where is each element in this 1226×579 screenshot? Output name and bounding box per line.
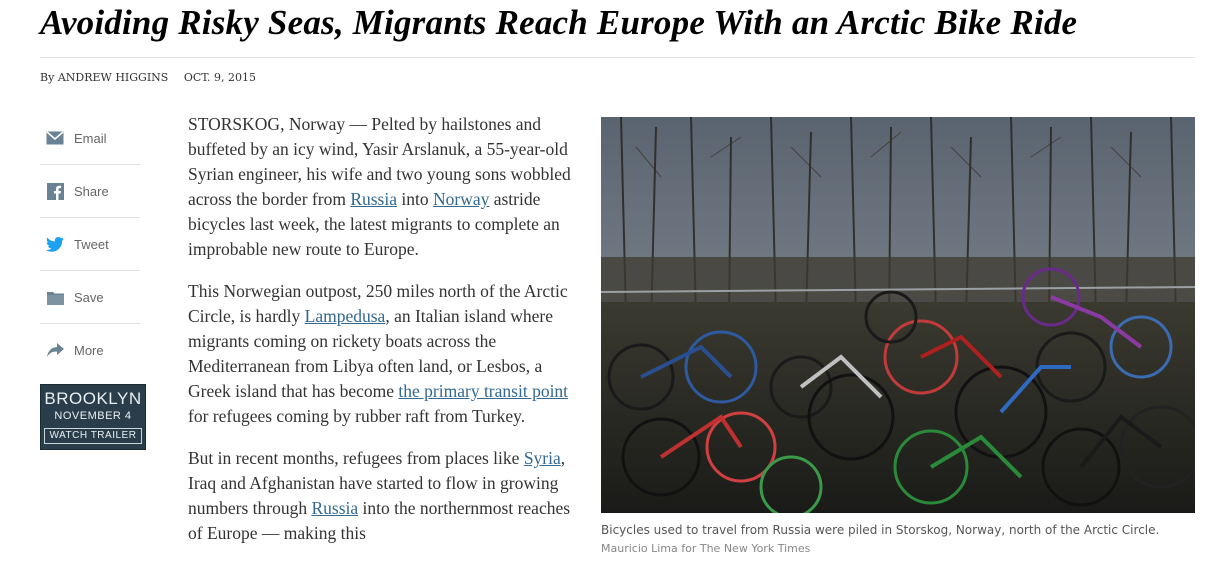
text-segment: for refugees coming by rubber raft from Turkey. — [188, 406, 526, 426]
text-segment: into — [397, 189, 433, 209]
paragraph-1 — [188, 112, 580, 262]
publish-date: OCT. 9, 2015 — [183, 71, 256, 84]
headline-divider — [40, 57, 1195, 58]
author-name[interactable]: ANDREW HIGGINS — [57, 71, 169, 84]
text-segment: But in recent months, refugees from places like — [188, 448, 524, 468]
brooklyn-trailer-ad[interactable] — [40, 384, 146, 450]
link-russia-2[interactable]: Russia — [311, 498, 359, 518]
tweet-label: Tweet — [74, 236, 109, 252]
text-segment: into the northernmost reaches of Europe — making this — [188, 498, 571, 543]
ad-date: NOVEMBER 4 — [54, 410, 132, 422]
article-headline: Avoiding Risky Seas, Migrants Reach Europe With an Arctic Bike Ride — [40, 3, 1078, 42]
more-share-button[interactable] — [40, 324, 140, 376]
article-body — [188, 112, 580, 579]
save-button[interactable] — [40, 271, 140, 324]
email-share-button[interactable] — [40, 112, 140, 165]
text-segment: STORSKOG, Norway — Pelted by hailstones and buffeted by an icy wind, Yasir Arslanuk, a 55-year-old Syrian engineer, his wife and two young sons wobbled across the border from — [188, 114, 571, 209]
article-photo[interactable] — [601, 117, 1195, 513]
share-tools — [40, 112, 140, 376]
byline — [40, 71, 256, 84]
photo-credit: Mauricio Lima for The New York Times — [601, 542, 811, 555]
text-segment: This Norwegian outpost, 250 miles north of the Arctic Circle, is hardly — [188, 281, 568, 326]
paragraph-2 — [188, 279, 580, 429]
link-norway[interactable]: Norway — [432, 189, 490, 209]
watch-trailer-button[interactable]: WATCH TRAILER — [44, 428, 142, 444]
photo-caption — [601, 522, 1201, 557]
link-primary-transit-point[interactable]: the primary transit point — [398, 381, 569, 401]
folder-icon — [46, 288, 64, 306]
facebook-icon — [46, 182, 64, 200]
link-russia[interactable]: Russia — [350, 189, 397, 209]
text-segment: , Iraq and Afghanistan have started to flow in growing numbers through — [188, 448, 566, 518]
email-label: Email — [74, 130, 107, 146]
share-arrow-icon — [46, 341, 64, 359]
envelope-icon — [46, 129, 64, 147]
text-segment: , an Italian island where migrants coming on rickety boats across the Mediterranean from Libya often land, or Lesbos, a Greek island that has become — [188, 306, 553, 401]
twitter-icon — [46, 235, 64, 253]
text-segment: astride bicycles last week, the latest migrants to complete an improbable new route to Europe. — [188, 189, 560, 259]
share-label: Share — [74, 183, 109, 199]
save-label: Save — [74, 289, 104, 305]
twitter-share-button[interactable] — [40, 218, 140, 271]
paragraph-3 — [188, 446, 580, 546]
caption-text: Bicycles used to travel from Russia were piled in Storskog, Norway, north of the Arctic Circle. — [601, 523, 1160, 537]
ad-title: BROOKLYN — [44, 389, 142, 408]
link-lampedusa[interactable]: Lampedusa — [304, 306, 386, 326]
link-syria[interactable]: Syria — [523, 448, 561, 468]
byline-prefix: By — [40, 71, 55, 84]
facebook-share-button[interactable] — [40, 165, 140, 218]
more-label: More — [74, 342, 104, 358]
